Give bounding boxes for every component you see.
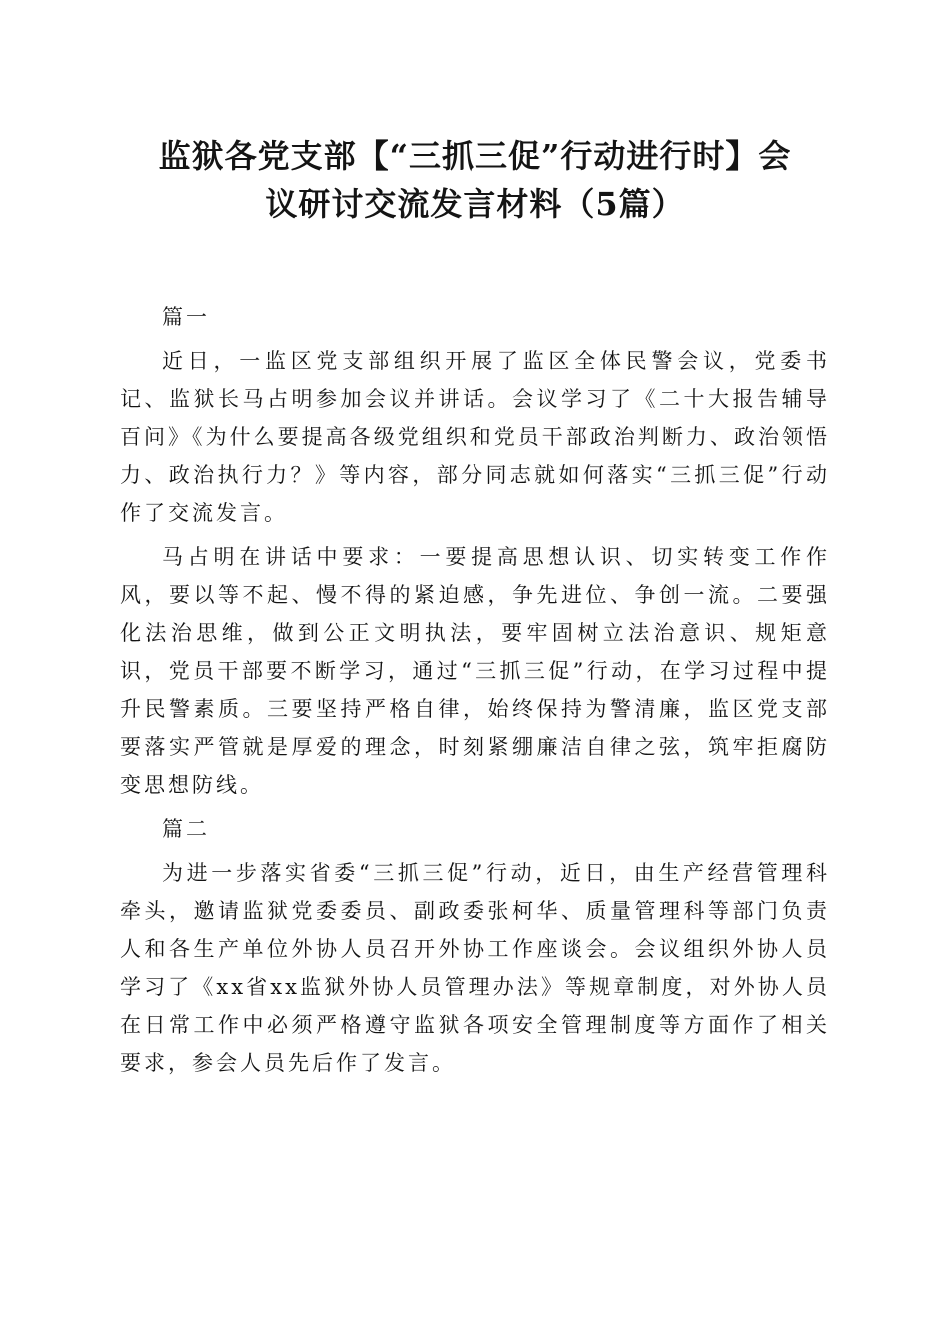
section-2-paragraph-1: 为进一步落实省委“三抓三促”行动，近日，由生产经营管理科牵头，邀请监狱党委委员、副政委张柯华、质量管理科等部门负责人和各生产单位外协人员召开外协工作座谈会。会议组织外协人员学习了《xx省xx监狱外协人员管理办法》等规章制度，对外协人员在日常工作中必须严格遵守监狱各项安全管理制度等方面作了相关要求，参会人员先后作了发言。 <box>120 861 830 1075</box>
document-title-line-2: 议研讨交流发言材料（5篇） <box>265 185 685 223</box>
section-heading-1: 篇一 <box>162 305 210 329</box>
document-title <box>120 132 830 228</box>
section-heading-2: 篇二 <box>162 817 210 841</box>
document-title-line-1: 监狱各党支部【“三抓三促”行动进行时】会 <box>158 137 792 175</box>
section-1-paragraph-2: 马占明在讲话中要求：一要提高思想认识、切实转变工作作风，要以等不起、慢不得的紧迫感，争先进位、争创一流。二要强化法治思维，做到公正文明执法，要牢固树立法治意识、规矩意识，党员干部要不断学习，通过“三抓三促”行动，在学习过程中提升民警素质。三要坚持严格自律，始终保持为警清廉，监区党支部要落实严管就是厚爱的理念，时刻紧绷廉洁自律之弦，筑牢拒腐防变思想防线。 <box>120 545 830 797</box>
document-body <box>120 298 830 1082</box>
section-1-paragraph-1: 近日，一监区党支部组织开展了监区全体民警会议，党委书记、监狱长马占明参加会议并讲话。会议学习了《二十大报告辅导百问》《为什么要提高各级党组织和党员干部政治判断力、政治领悟力、政治执行力？》等内容，部分同志就如何落实“三抓三促”行动作了交流发言。 <box>120 349 830 525</box>
